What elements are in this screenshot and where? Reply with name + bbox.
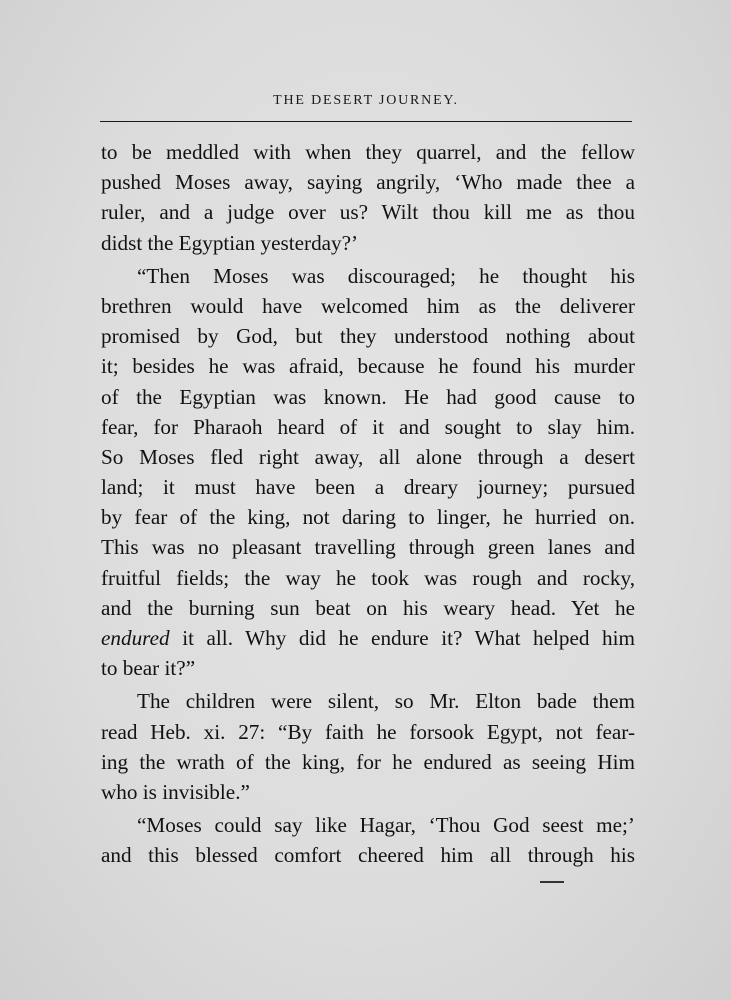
signature-mark xyxy=(540,881,564,883)
text-line: promised by God, but they understood nothing about xyxy=(101,324,635,349)
text-line: to bear it?” xyxy=(101,656,196,681)
text-line: “Moses could say like Hagar, ‘Thou God seest me;’ xyxy=(137,813,635,838)
text-line: read Heb. xi. 27: “By faith he forsook Egypt, not fear- xyxy=(101,719,635,744)
body-text xyxy=(101,137,635,871)
text-line: fruitful fields; the way he took was rough and rocky, xyxy=(101,565,635,590)
text-line: brethren would have welcomed him as the deliverer xyxy=(101,293,635,318)
text-line: to be meddled with when they quarrel, and the fellow xyxy=(101,140,635,164)
running-title: THE DESERT JOURNEY. xyxy=(273,93,459,108)
text-line: “Then Moses was discouraged; he thought his xyxy=(137,263,635,288)
text-line: didst the Egyptian yesterday?’ xyxy=(101,230,359,255)
emphasized-word: endured xyxy=(101,626,170,650)
header-rule xyxy=(100,121,632,122)
text-line: it; besides he was afraid, because he found his murder xyxy=(101,354,635,379)
text-line: fear, for Pharaoh heard of it and sought to slay him. xyxy=(101,414,635,439)
text-line: pushed Moses away, saying angrily, ‘Who made thee a xyxy=(101,170,635,195)
text-line: who is invisible.” xyxy=(101,779,250,804)
text-line: ing the wrath of the king, for he endured as seeing Him xyxy=(101,749,635,774)
text-line: and this blessed comfort cheered him all through his xyxy=(101,843,635,868)
text-line: ruler, and a judge over us? Wilt thou kill me as thou xyxy=(101,200,635,225)
text-line: by fear of the king, not daring to linger, he hurried on. xyxy=(101,505,635,530)
text-line: and the burning sun beat on his weary head. Yet he xyxy=(101,595,635,620)
text-line: land; it must have been a dreary journey; pursued xyxy=(101,475,635,500)
text-line: This was no pleasant travelling through green lanes and xyxy=(101,535,635,560)
text-line: So Moses fled right away, all alone through a desert xyxy=(101,444,635,469)
text-line-emphasis xyxy=(101,623,635,653)
text-line: The children were silent, so Mr. Elton bade them xyxy=(137,689,635,714)
text-run: it all. Why did he endure it? What helped him xyxy=(169,626,635,650)
text-line: of the Egyptian was known. He had good cause to xyxy=(101,384,635,409)
